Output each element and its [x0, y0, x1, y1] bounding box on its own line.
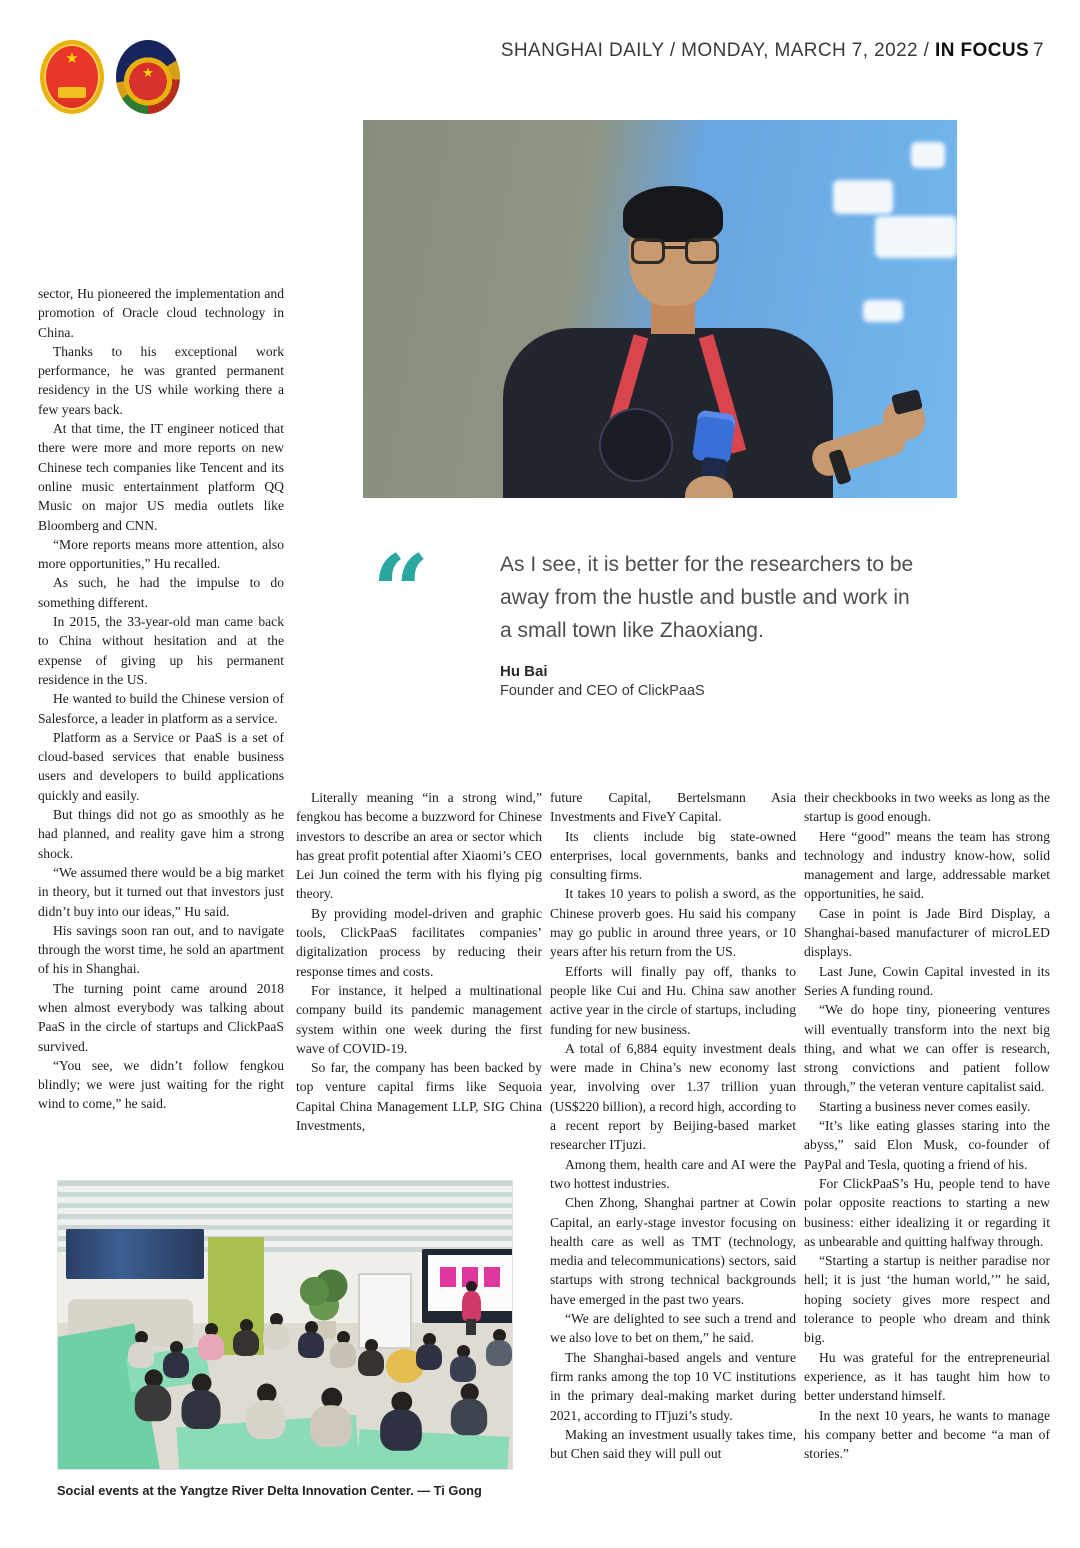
quote-attribution-name: Hu Bai	[500, 663, 548, 680]
projected-text-blob	[911, 142, 945, 168]
paragraph: So far, the company has been backed by top venture capital firms like Sequoia Capital China Management LLP, SIG China Investments,	[296, 1060, 542, 1134]
article-column-1	[38, 284, 284, 1146]
paragraph: He wanted to build the Chinese version of Salesforce, a leader in platform as a service.	[38, 691, 284, 726]
paragraph: “It’s like eating glasses staring into the abyss,” said Elon Musk, co-founder of PayPal and Tesla, quoting a friend of his.	[804, 1118, 1050, 1172]
paragraph: Efforts will finally pay off, thanks to people like Cui and Hu. China saw another active year in the circle of startups, including funding for new business.	[550, 963, 796, 1037]
paragraph: Chen Zhong, Shanghai partner at Cowin Capital, an early-stage investor focusing on health care as well as TMT (technology, media and telecommunications) sectors, said startups with strong technical backgrounds have emerged in the past two years.	[550, 1195, 796, 1307]
star-icon: ★	[65, 51, 79, 67]
china-national-emblem-icon	[40, 40, 104, 114]
projected-text-blob	[875, 216, 957, 258]
paragraph: For instance, it helped a multinational company build its pandemic management system within one week during the first wave of COVID-19.	[296, 982, 542, 1056]
masthead	[501, 40, 1044, 62]
masthead-section: IN FOCUS	[935, 40, 1030, 61]
projected-text-blob	[863, 300, 903, 322]
paragraph: Making an investment usually takes time, but Chen said they will pull out	[550, 1426, 796, 1462]
paragraph: Among them, health care and AI were the two hottest industries.	[550, 1156, 796, 1191]
paragraph: For ClickPaaS’s Hu, people tend to have polar opposite reactions to starting a new business: either idealizing it or regarding it as unbearable and quitting halfway through.	[804, 1175, 1050, 1249]
paragraph: The turning point came around 2018 when almost everybody was talking about PaaS in the circle of startups and ClickPaaS survived.	[38, 980, 284, 1054]
emblem-row	[40, 40, 180, 114]
speaker-hair	[623, 186, 723, 242]
person-figure	[451, 1383, 487, 1436]
paragraph: Platform as a Service or PaaS is a set of cloud-based services that enable business users and developers to build applications quickly and easily.	[38, 729, 284, 803]
person-figure	[310, 1388, 352, 1449]
wall-screen	[66, 1229, 204, 1279]
screen-letter-block	[484, 1267, 500, 1287]
person-figure	[380, 1392, 422, 1453]
person-figure	[198, 1323, 224, 1361]
article-column-4	[804, 788, 1050, 1508]
audience-photo	[57, 1180, 513, 1470]
glasses-bridge	[665, 246, 685, 249]
paragraph: At that time, the IT engineer noticed that there were more and more reports on new Chinese tech companies like Tencent and its online music entertainment platform QQ Music on major US media outlets like Bloomberg and CNN.	[38, 421, 284, 533]
paragraph: Case in point is Jade Bird Display, a Shanghai-based manufacturer of microLED displays.	[804, 905, 1050, 960]
paragraph: Thanks to his exceptional work performance, he was granted permanent residency in the US while working there a few years back.	[38, 343, 284, 417]
paragraph: sector, Hu pioneered the implementation and promotion of Oracle cloud technology in China.	[38, 286, 284, 340]
person-figure	[135, 1369, 171, 1422]
paragraph: Starting a business never comes easily.	[818, 1098, 1031, 1114]
person-figure	[128, 1331, 154, 1369]
glasses-lens	[631, 238, 665, 264]
paragraph: As such, he had the impulse to do something different.	[38, 575, 284, 610]
paragraph: A total of 6,884 equity investment deals were made in China’s new economy last year, involving over 1.37 trillion yuan (US$220 billion), a record high, according to a recent report by Beijing-based market researcher ITjuzi.	[550, 1040, 796, 1153]
quote-mark-icon: “	[372, 533, 430, 651]
person-figure	[263, 1313, 289, 1351]
paragraph: Last June, Cowin Capital invested in its Series A funding round.	[804, 963, 1050, 998]
paragraph: In 2015, the 33-year-old man came back to China without hesitation and at the expense of giving up his permanent residence in the US.	[38, 614, 284, 687]
speaker-torso	[503, 328, 833, 498]
paragraph: their checkbooks in two weeks as long as the startup is good enough.	[804, 790, 1050, 825]
article-column-2	[296, 788, 542, 1174]
paragraph: Its clients include big state-owned enterprises, local governments, banks and consulting firms.	[550, 828, 796, 883]
conference-badge	[599, 408, 673, 482]
paragraph: “We do hope tiny, pioneering ventures will eventually transform into the next big thing, and what we can offer is research, strong convictions and patient follow through,” the veteran venture capitalist said.	[804, 1002, 1050, 1095]
person-figure	[330, 1331, 356, 1369]
glasses-lens	[685, 238, 719, 264]
whiteboard	[358, 1273, 412, 1349]
photo-caption: Social events at the Yangtze River Delta Innovation Center. — Ti Gong	[57, 1483, 482, 1498]
paragraph: By providing model-driven and graphic tools, ClickPaaS facilitates companies’ digitalization process by reducing their response times and costs.	[296, 905, 542, 979]
speaker-photo	[363, 120, 957, 498]
projected-text-blob	[833, 180, 893, 214]
screen-letter-block	[440, 1267, 456, 1287]
star-icon: ★	[142, 65, 154, 80]
paragraph: “You see, we didn’t follow fengkou blindly; we were just waiting for the right wind to come,” he said.	[38, 1057, 284, 1112]
paragraph: “We are delighted to see such a trend and we also love to bet on them,” he said.	[550, 1311, 796, 1346]
person-figure	[233, 1319, 259, 1357]
person-figure	[486, 1329, 512, 1367]
paragraph: “Starting a startup is neither paradise nor hell; it is just ‘the human world,’” he said, hoping society gives more respect and tolerance to people who dream and think big.	[804, 1253, 1050, 1346]
microphone-icon	[692, 410, 737, 465]
article-column-3	[550, 788, 796, 1508]
tiananmen-gate-icon	[58, 87, 86, 98]
masthead-date: SHANGHAI DAILY / MONDAY, MARCH 7, 2022 /	[500, 40, 936, 61]
paragraph: The Shanghai-based angels and venture firm ranks among the top 10 VC institutions in the primary deal-making market during 2021, according to ITjuzi’s study.	[550, 1349, 796, 1423]
paragraph: Hu was grateful for the entrepreneurial experience, as it has taught him how to better understand himself.	[804, 1349, 1050, 1404]
person-figure	[247, 1384, 286, 1441]
paragraph: Literally meaning “in a strong wind,” fengkou has become a buzzword for Chinese investors to describe an area or sector which has great profit potential after Xiaomi’s CEO Lei Jun coined the term with his flying pig theory.	[296, 790, 542, 902]
person-figure	[450, 1345, 476, 1383]
cppcc-emblem-icon	[116, 40, 180, 114]
paragraph: Here “good” means the team has strong technology and industry know-how, solid management and large, addressable market opportunities, he said.	[804, 828, 1050, 902]
paragraph: “We assumed there would be a big market in theory, but it turned out that investors just didn’t buy into our ideas,” Hu said.	[38, 864, 284, 919]
person-figure	[462, 1281, 482, 1335]
person-figure	[298, 1321, 324, 1359]
paragraph: But things did not go as smoothly as he had planned, and reality gave him a strong shock.	[38, 807, 284, 861]
paragraph: It takes 10 years to polish a sword, as the Chinese proverb goes. Hu said his company may go public in around three years, or 10 years after his return from the US.	[550, 886, 796, 960]
pull-quote	[372, 533, 932, 699]
quote-text: As I see, it is better for the researchers to be away from the hustle and bustle and work in a small town like Zhaoxiang.	[500, 553, 914, 642]
paragraph: His savings soon ran out, and to navigate through the worst time, he sold an apartment of his in Shanghai.	[38, 922, 284, 977]
masthead-page-number: 7	[1033, 40, 1044, 61]
quote-attribution-title: Founder and CEO of ClickPaaS	[500, 683, 705, 699]
person-figure	[358, 1339, 384, 1377]
person-figure	[416, 1333, 442, 1371]
potted-plant	[300, 1269, 348, 1325]
paragraph: In the next 10 years, he wants to manage his company better and become “a man of stories.”	[804, 1407, 1050, 1462]
person-figure	[182, 1374, 221, 1431]
glasses-icon	[631, 238, 719, 264]
paragraph: “More reports means more attention, also more opportunities,” Hu recalled.	[38, 536, 284, 572]
paragraph: future Capital, Bertelsmann Asia Investments and FiveY Capital.	[550, 790, 796, 825]
